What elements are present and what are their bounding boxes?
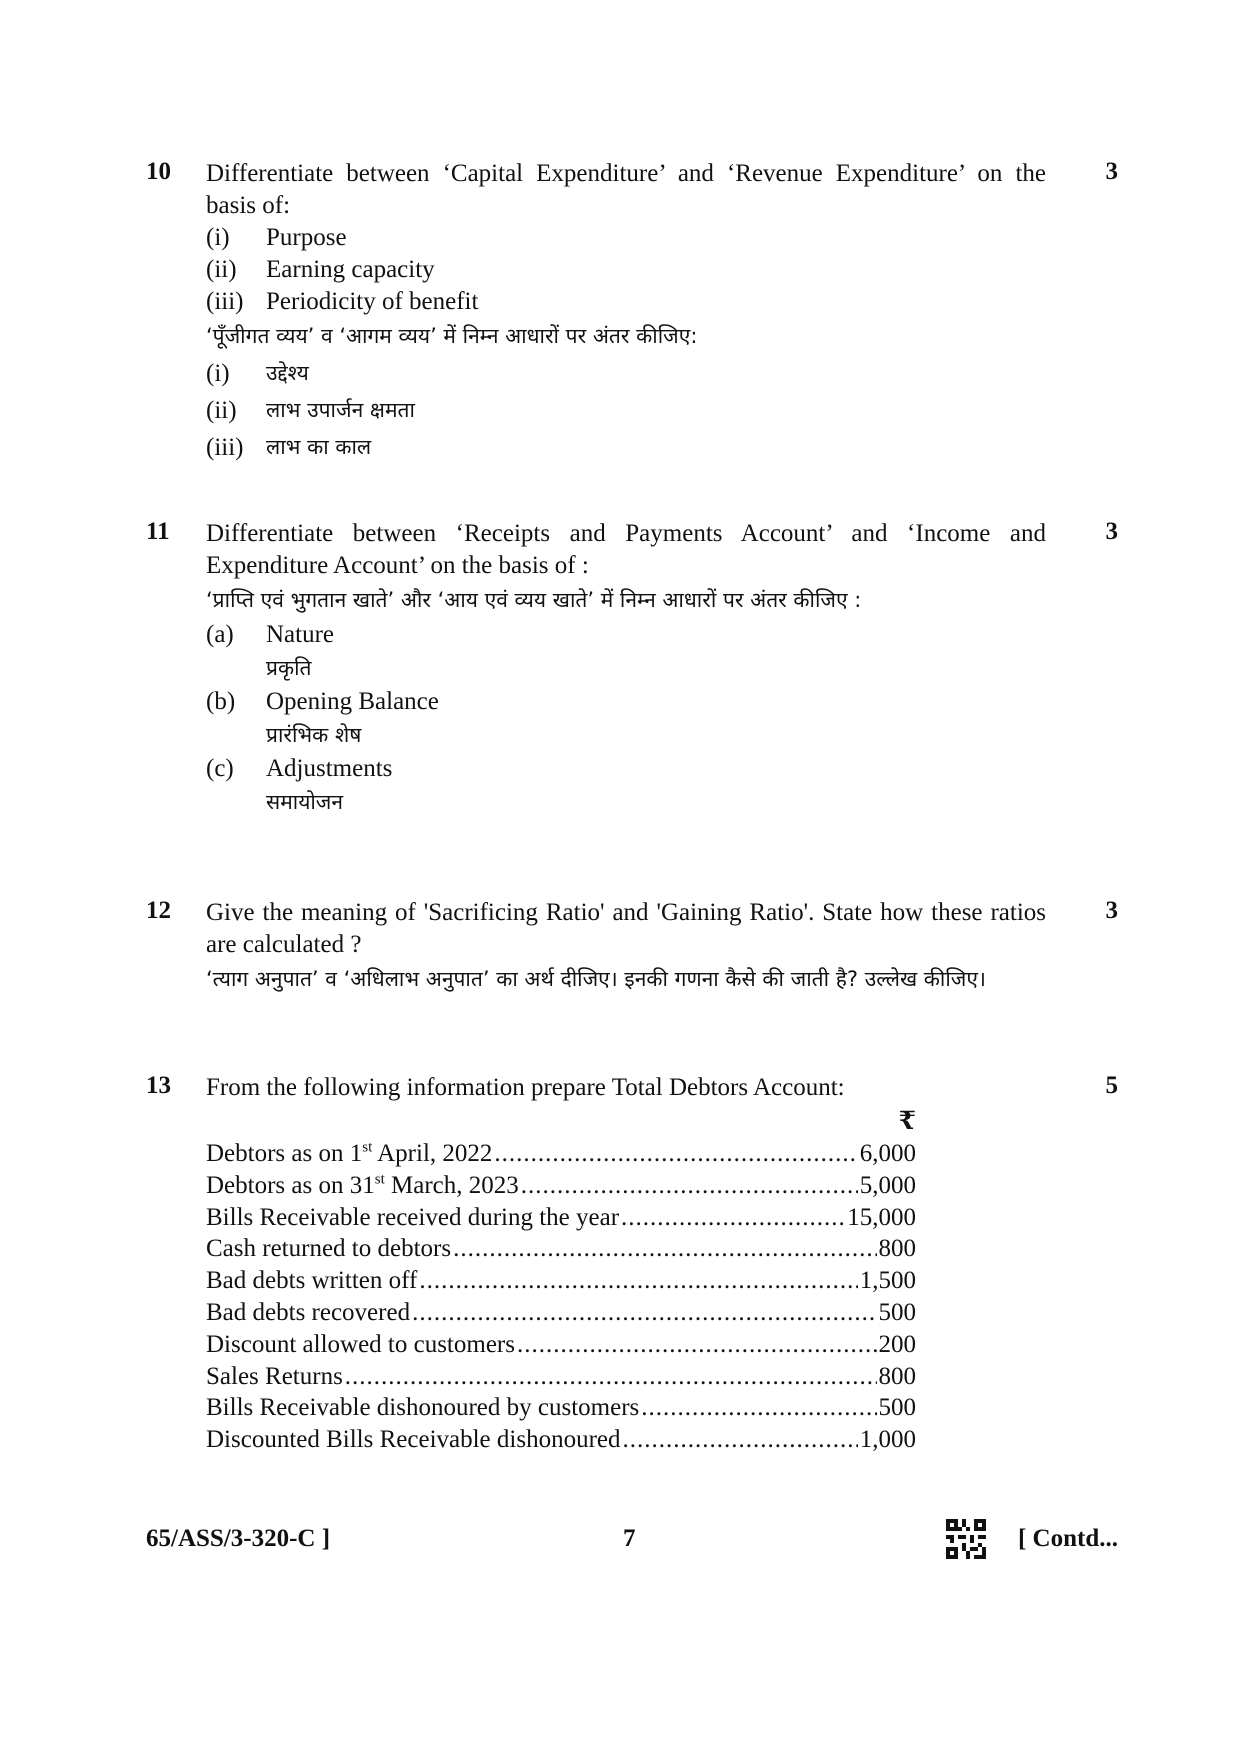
info-row [206, 1233, 916, 1265]
option [206, 254, 1046, 286]
option-label: (a) [206, 621, 234, 648]
option [206, 619, 1046, 651]
question-text-en: Differentiate between ‘Receipts and Payments Account’ and ‘Income and Expenditure Account’ on the basis of : [206, 520, 1046, 579]
info-row [206, 1265, 916, 1297]
info-label: Discounted Bills Receivable dishonoured [206, 1426, 621, 1454]
option-label: (iii) [206, 288, 244, 315]
info-label: Discount allowed to customers [206, 1330, 515, 1358]
info-row [206, 1202, 916, 1234]
option-text: Nature [266, 621, 335, 648]
option-hi [206, 355, 1046, 392]
info-amount: 5,000 [859, 1171, 916, 1199]
continued-label: [ Contd... [1017, 1525, 1118, 1552]
option-hi [206, 429, 1046, 466]
info-row [206, 1361, 916, 1393]
question-marks: 3 [1105, 518, 1118, 545]
option-label: (ii) [206, 397, 237, 424]
info-amount: 1,000 [859, 1426, 916, 1454]
question-number: 11 [146, 518, 170, 545]
option-text-hi: लाभ का काल [266, 435, 372, 459]
info-label: Cash returned to debtors [206, 1235, 452, 1263]
info-label: Debtors as on 31st March, 2023 [206, 1171, 519, 1199]
paper-code: 65/ASS/3-320-C ] [146, 1525, 331, 1552]
option-label: (c) [206, 755, 234, 782]
dot-leader [345, 1361, 877, 1393]
option-text: Opening Balance [266, 688, 439, 715]
option [206, 753, 1046, 785]
dot-leader [494, 1138, 857, 1170]
dot-leader [623, 1424, 858, 1456]
info-row [206, 1392, 916, 1424]
info-row [206, 1170, 916, 1202]
option-text: Periodicity of benefit [266, 288, 479, 315]
question-marks: 5 [1105, 1072, 1118, 1099]
option [206, 222, 1046, 254]
question-marks: 3 [1105, 158, 1118, 185]
rupee-symbol: ₹ [898, 1108, 916, 1135]
question-13 [146, 1072, 1126, 1492]
info-label: Bad debts written off [206, 1267, 418, 1295]
dot-leader [521, 1170, 858, 1202]
info-label: Sales Returns [206, 1362, 343, 1390]
question-body [206, 518, 1046, 820]
info-amount: 6,000 [859, 1140, 916, 1167]
dot-leader [517, 1329, 877, 1361]
info-amount: 500 [878, 1394, 916, 1422]
question-number: 13 [146, 1072, 171, 1099]
option-hi [206, 392, 1046, 429]
info-amount: 15,000 [847, 1203, 916, 1231]
question-number: 10 [146, 158, 171, 185]
info-row [206, 1138, 916, 1170]
option-text: Earning capacity [266, 256, 435, 283]
question-marks: 3 [1105, 897, 1118, 924]
option-label: (i) [206, 360, 230, 387]
option-label: (b) [206, 688, 236, 715]
info-label: Bills Receivable dishonoured by customers [206, 1394, 640, 1422]
dot-leader [419, 1265, 857, 1297]
option-label: (i) [206, 224, 230, 251]
question-number: 12 [146, 897, 171, 924]
question-text-en: Differentiate between ‘Capital Expenditure’ and ‘Revenue Expenditure’ on the basis of: [206, 160, 1046, 219]
option-text-hi: लाभ उपार्जन क्षमता [266, 398, 415, 422]
page-footer [146, 1525, 1126, 1565]
question-text-en: From the following information prepare Total Debtors Account: [206, 1074, 845, 1101]
info-row [206, 1297, 916, 1329]
question-11 [146, 518, 1126, 858]
option-text: Purpose [266, 224, 347, 251]
info-amount: 1,500 [859, 1267, 916, 1295]
question-text-hi: ‘त्याग अनुपात’ व ‘अधिलाभ अनुपात’ का अर्थ दीजिए। इनकी गणना कैसे की जाती है? उल्लेख कीजिए। [206, 967, 986, 991]
info-label: Bills Receivable received during the year [206, 1203, 620, 1231]
option-text-hi: समायोजन [266, 790, 344, 814]
debtors-info-list [206, 1138, 916, 1456]
question-text-hi: ‘पूँजीगत व्यय’ व ‘आगम व्यय’ में निम्न आधारों पर अंतर कीजिए: [206, 324, 698, 348]
info-row [206, 1424, 916, 1456]
qr-code-icon [946, 1519, 986, 1559]
page-number: 7 [623, 1525, 636, 1552]
dot-leader [453, 1233, 876, 1265]
info-amount: 200 [878, 1330, 916, 1358]
dot-leader [621, 1202, 845, 1234]
question-10 [146, 158, 1126, 461]
option-text-hi: प्रारंभिक शेष [266, 723, 362, 747]
info-amount: 500 [878, 1298, 916, 1326]
info-label: Bad debts recovered [206, 1298, 411, 1326]
info-row [206, 1329, 916, 1361]
info-amount: 800 [878, 1235, 916, 1263]
option [206, 286, 1046, 318]
dot-leader [412, 1297, 876, 1329]
option-text-hi: प्रकृति [266, 656, 312, 680]
question-12 [146, 897, 1126, 1037]
info-label: Debtors as on 1st April, 2022 [206, 1139, 493, 1167]
option-label: (iii) [206, 434, 244, 461]
dot-leader [641, 1392, 876, 1424]
question-text-hi: ‘प्राप्ति एवं भुगतान खाते’ और ‘आय एवं व्यय खाते’ में निम्न आधारों पर अंतर कीजिए : [206, 588, 862, 612]
option-label: (ii) [206, 256, 237, 283]
question-text-en: Give the meaning of 'Sacrificing Ratio' and 'Gaining Ratio'. State how these ratios are calculated ? [206, 899, 1046, 958]
question-body [206, 158, 1046, 466]
option-text: Adjustments [266, 755, 393, 782]
question-body [206, 1072, 1046, 1456]
question-body [206, 897, 1046, 998]
option-text-hi: उद्देश्य [266, 361, 309, 385]
info-amount: 800 [878, 1362, 916, 1390]
option [206, 686, 1046, 718]
